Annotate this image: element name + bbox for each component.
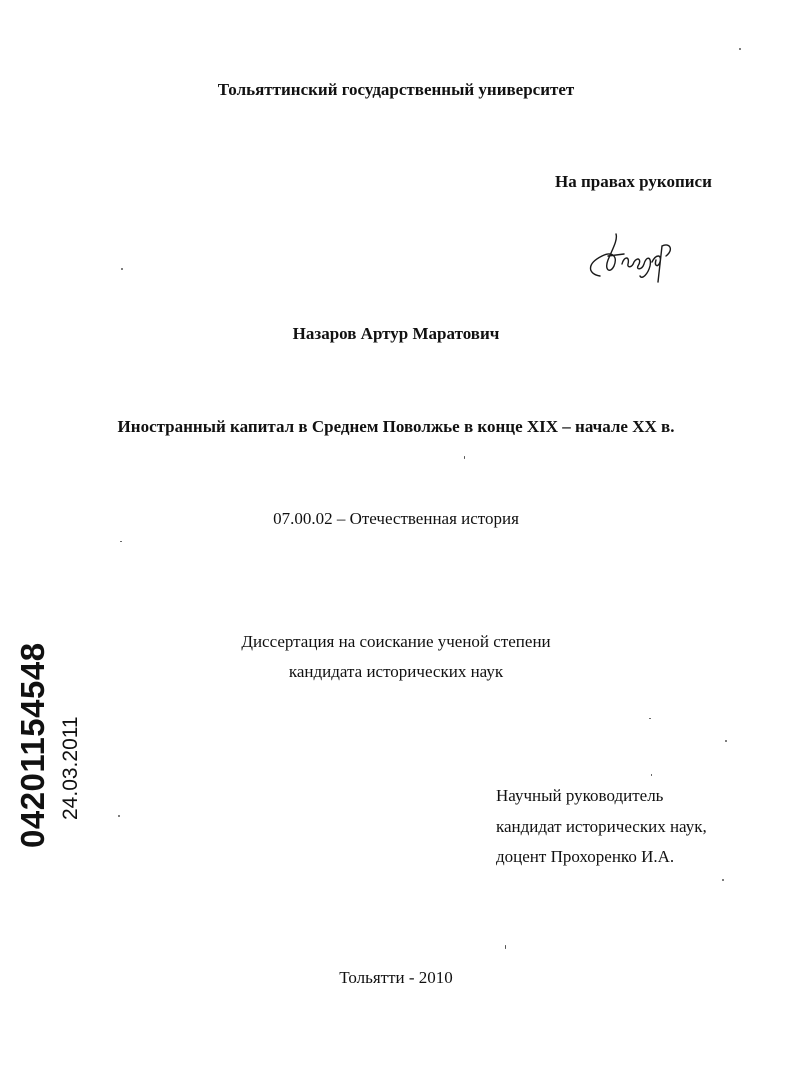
scan-speck (505, 945, 506, 949)
specialty-code: 07.00.02 – Отечественная история (273, 509, 519, 528)
university-name: Тольяттинский государственный университет (217, 80, 575, 99)
degree-line-2: кандидата исторических наук (288, 662, 504, 681)
library-stamp-number: 04201154548 (14, 642, 51, 848)
supervisor-degree: кандидат исторических наук, (496, 817, 707, 836)
manuscript-rights-note: На правах рукописи (555, 172, 712, 191)
scan-speck (651, 774, 652, 776)
degree-line-1: Диссертация на соискание ученой степени (241, 632, 551, 651)
scan-speck (464, 456, 465, 459)
author-name: Назаров Артур Маратович (292, 324, 500, 343)
scan-speck (649, 718, 651, 719)
city-year: Тольятти - 2010 (339, 968, 453, 987)
scan-speck (739, 48, 741, 50)
supervisor-label: Научный руководитель (496, 786, 664, 805)
scan-speck (722, 879, 724, 881)
supervisor-name: доцент Прохоренко И.А. (496, 847, 675, 866)
author-signature (578, 226, 678, 286)
scan-speck (121, 268, 123, 270)
scan-speck (118, 815, 120, 817)
dissertation-title: Иностранный капитал в Среднем Поволжье в конце XIX – начале XX в. (117, 417, 675, 436)
library-stamp-date: 24.03.2011 (59, 716, 82, 820)
scan-speck (120, 541, 122, 542)
scan-speck (725, 740, 727, 742)
